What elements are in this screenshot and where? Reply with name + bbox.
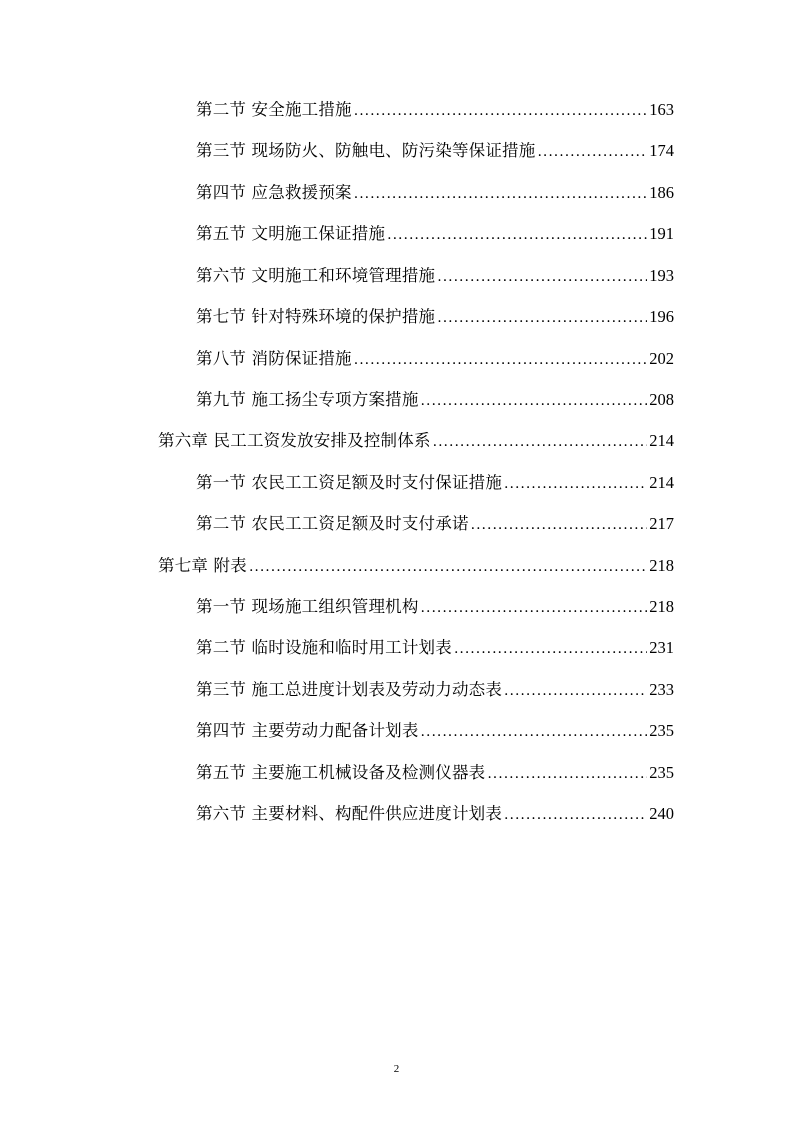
- dot-leader: [454, 637, 647, 661]
- toc-entry-title: 第二节 安全施工措施: [196, 100, 352, 119]
- dot-leader: [433, 430, 648, 454]
- dot-leader: [421, 389, 648, 413]
- dot-leader: [249, 555, 647, 579]
- toc-entry-title: 第四节 应急救援预案: [196, 183, 352, 202]
- toc-entry-page: 214: [649, 431, 674, 450]
- dot-leader: [354, 182, 648, 206]
- toc-entry-title: 第七章 附表: [158, 556, 247, 575]
- toc-entry-page: 231: [649, 638, 674, 657]
- toc-entry[interactable]: [196, 222, 674, 246]
- dot-leader: [537, 140, 647, 164]
- toc-entry[interactable]: [196, 678, 674, 702]
- dot-leader: [437, 306, 647, 330]
- dot-leader: [504, 679, 647, 703]
- toc-entry-page: 163: [649, 100, 674, 119]
- page-number: 2: [393, 1063, 400, 1075]
- toc-entry-page: 240: [649, 804, 674, 823]
- toc-entry-page: 218: [649, 556, 674, 575]
- toc-entry[interactable]: [196, 139, 674, 163]
- toc-entry[interactable]: [196, 471, 674, 495]
- toc-entry[interactable]: [196, 305, 674, 329]
- toc-entry-page: 193: [649, 266, 674, 285]
- dot-leader: [504, 803, 647, 827]
- toc-entry-title: 第八节 消防保证措施: [196, 349, 352, 368]
- toc-entry[interactable]: [196, 636, 674, 660]
- toc-entry-title: 第五节 文明施工保证措施: [196, 224, 386, 243]
- dot-leader: [421, 596, 648, 620]
- toc-entry-page: 218: [649, 597, 674, 616]
- dot-leader: [421, 720, 648, 744]
- toc-entry-page: 214: [649, 473, 674, 492]
- toc-entry-title: 第六章 民工工资发放安排及控制体系: [158, 431, 431, 450]
- toc-entry-page: 202: [649, 349, 674, 368]
- dot-leader: [471, 513, 648, 537]
- toc-entry-chapter[interactable]: [158, 429, 674, 453]
- toc-entry-title: 第五节 主要施工机械设备及检测仪器表: [196, 763, 486, 782]
- toc-entry-chapter[interactable]: [158, 554, 674, 578]
- toc-entry-title: 第七节 针对特殊环境的保护措施: [196, 307, 436, 326]
- dot-leader: [504, 472, 647, 496]
- dot-leader: [437, 265, 647, 289]
- toc-entry[interactable]: [196, 98, 674, 122]
- dot-leader: [387, 223, 647, 247]
- toc-entry[interactable]: [196, 264, 674, 288]
- toc-entry[interactable]: [196, 388, 674, 412]
- toc-entry[interactable]: [196, 719, 674, 743]
- toc-entry-title: 第三节 施工总进度计划表及劳动力动态表: [196, 680, 503, 699]
- toc-entry-title: 第六节 文明施工和环境管理措施: [196, 266, 436, 285]
- toc-entry-title: 第六节 主要材料、构配件供应进度计划表: [196, 804, 503, 823]
- dot-leader: [354, 348, 648, 372]
- toc-entry-title: 第二节 临时设施和临时用工计划表: [196, 638, 452, 657]
- toc-entry-title: 第四节 主要劳动力配备计划表: [196, 721, 419, 740]
- toc-entry-title: 第一节 农民工工资足额及时支付保证措施: [196, 473, 503, 492]
- toc-entry-page: 191: [649, 224, 674, 243]
- toc-entry-title: 第一节 现场施工组织管理机构: [196, 597, 419, 616]
- toc-entry-page: 233: [649, 680, 674, 699]
- toc-entry-title: 第三节 现场防火、防触电、防污染等保证措施: [196, 141, 536, 160]
- toc-entry[interactable]: [196, 761, 674, 785]
- toc-entry-page: 174: [649, 141, 674, 160]
- toc-entry[interactable]: [196, 181, 674, 205]
- toc-entry[interactable]: [196, 595, 674, 619]
- dot-leader: [487, 762, 647, 786]
- toc-entry-page: 196: [649, 307, 674, 326]
- toc-entry[interactable]: [196, 512, 674, 536]
- toc-entry-page: 186: [649, 183, 674, 202]
- toc-entry-title: 第九节 施工扬尘专项方案措施: [196, 390, 419, 409]
- toc-entry-page: 235: [649, 763, 674, 782]
- toc-entry-title: 第二节 农民工工资足额及时支付承诺: [196, 514, 469, 533]
- toc-entry-page: 235: [649, 721, 674, 740]
- toc-entry-page: 217: [649, 514, 674, 533]
- toc-entry[interactable]: [196, 347, 674, 371]
- toc-entry[interactable]: [196, 802, 674, 826]
- toc-entry-page: 208: [649, 390, 674, 409]
- dot-leader: [354, 99, 648, 123]
